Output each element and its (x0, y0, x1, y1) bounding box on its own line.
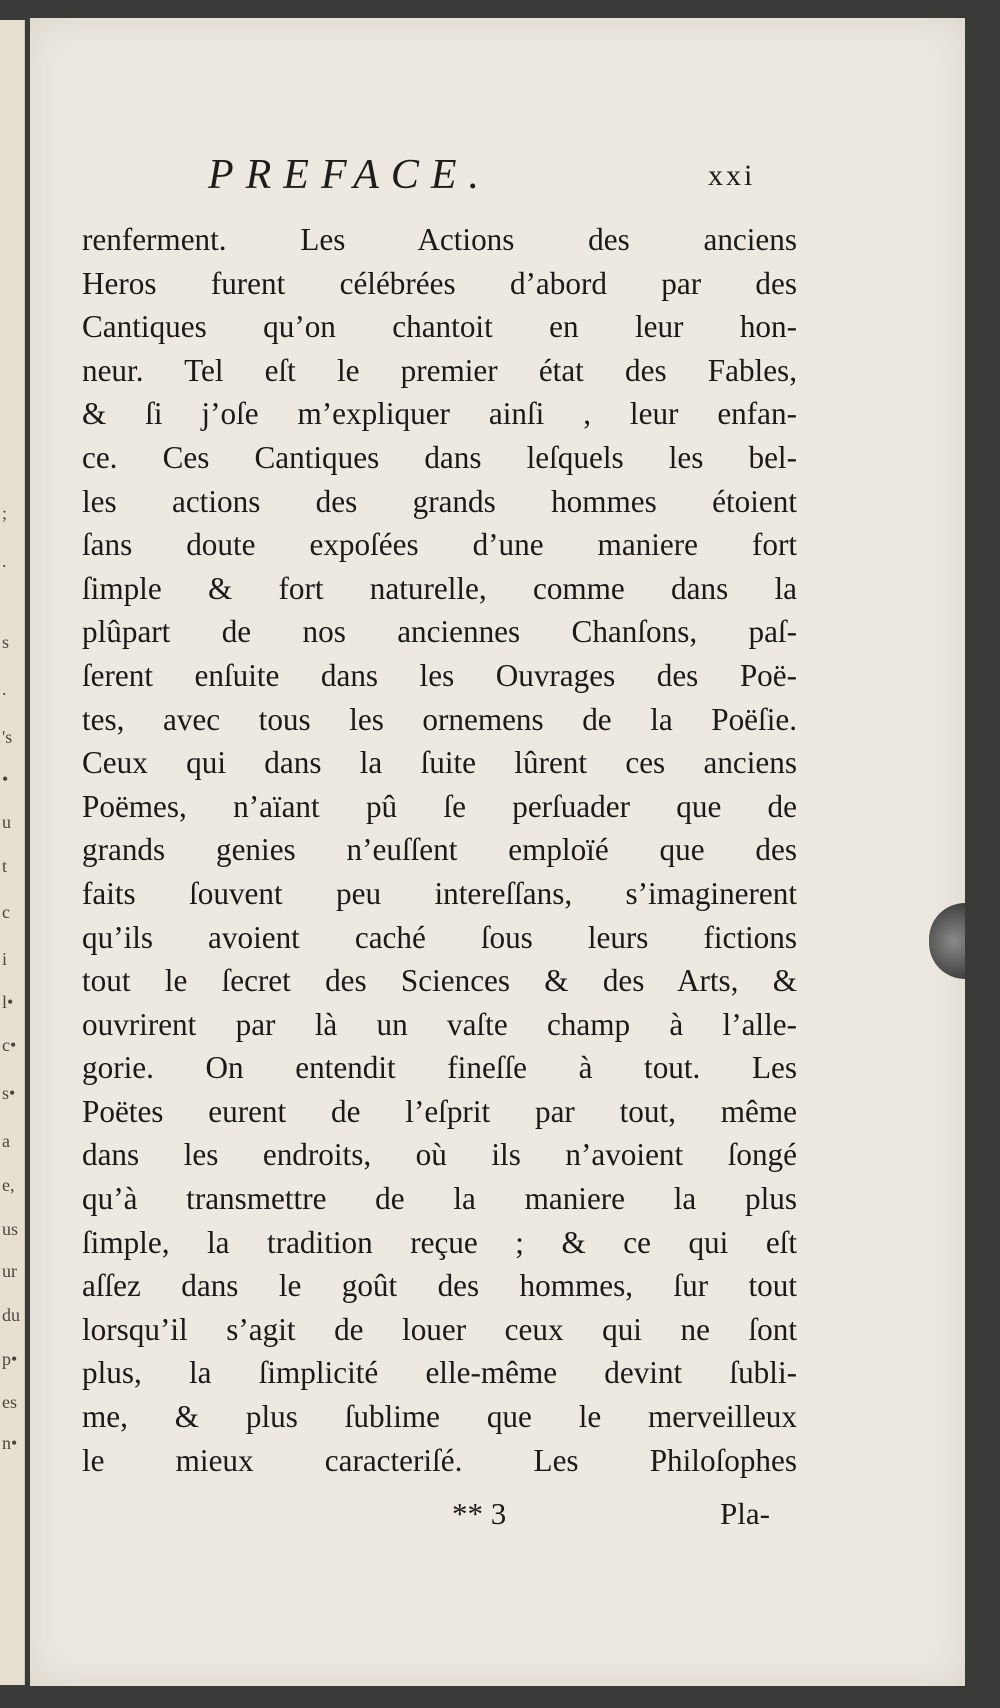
margin-fragment: ; (2, 503, 8, 523)
margin-fragment: s (2, 632, 10, 652)
margin-fragment: e, (2, 1175, 15, 1195)
text-line: le mieux caracteriſé. Les Philoſophes (82, 1442, 797, 1478)
text-line: ouvrirent par là un vaſte champ à l’alle- (82, 1006, 797, 1042)
text-line: ſimple & fort naturelle, comme dans la (82, 570, 797, 606)
text-line: ſans doute expoſées d’une maniere fort (82, 527, 797, 563)
text-line: neur. Tel eſt le premier état des Fables, (82, 352, 797, 388)
page-footer (30, 1496, 965, 1544)
margin-fragment: c• (2, 1035, 17, 1055)
text-line: ſimple, la tradition reçue ; & ce qui eſt (82, 1224, 797, 1260)
margin-fragment: u (2, 812, 11, 832)
margin-fragment: t (2, 856, 8, 876)
margin-fragment: ur (2, 1261, 17, 1281)
text-line: grands genies n’euſſent emploïé que des (82, 832, 797, 868)
margin-fragment: i (2, 949, 8, 969)
text-line: Heros furent célébrées d’abord par des (82, 265, 797, 301)
text-line: plûpart de nos anciennes Chanſons, paſ- (82, 614, 797, 650)
text-line: plus, la ſimplicité elle-même devint ſubli- (82, 1355, 797, 1391)
margin-fragment: a (2, 1131, 10, 1151)
text-line: qu’ils avoient caché ſous leurs fictions (82, 919, 797, 955)
margin-fragment: s• (2, 1083, 16, 1103)
text-line: qu’à transmettre de la maniere la plus (82, 1181, 797, 1217)
margin-fragment: du (2, 1305, 20, 1325)
text-line: faits ſouvent peu intereſſans, s’imaginerent (82, 875, 797, 911)
margin-fragment: • (2, 769, 9, 789)
text-line: gorie. On entendit fineſſe à tout. Les (82, 1050, 797, 1086)
catchword: Pla- (720, 1496, 770, 1531)
text-line: lorsqu’il s’agit de louer ceux qui ne ſont (82, 1311, 797, 1347)
text-line: Poëmes, n’aïant pû ſe perſuader que de (82, 788, 797, 824)
text-line: & ſi j’oſe m’expliquer ainſi , leur enfan- (82, 396, 797, 432)
facing-page-margin-fragments (2, 20, 22, 1685)
text-line: renferment. Les Actions des anciens (82, 222, 797, 257)
margin-fragment: us (2, 1219, 19, 1239)
margin-fragment: p• (2, 1349, 18, 1369)
facing-page-edge (0, 20, 25, 1685)
margin-fragment: es (2, 1392, 17, 1412)
margin-fragment: 's (2, 727, 13, 747)
page-number: xxi (708, 159, 756, 192)
book-page (30, 18, 965, 1686)
margin-fragment: . (2, 551, 7, 571)
text-line: Ceux qui dans la ſuite lûrent ces anciens (82, 745, 797, 781)
running-head: PREFACE. (208, 152, 492, 198)
text-line: aſſez dans le goût des hommes, ſur tout (82, 1268, 797, 1304)
text-line: Poëtes eurent de l’eſprit par tout, même (82, 1093, 797, 1129)
page-header (208, 151, 765, 201)
text-line: dans les endroits, où ils n’avoient ſongé (82, 1137, 797, 1173)
margin-fragment: c (2, 902, 10, 922)
signature-mark: ** 3 (452, 1496, 507, 1531)
text-line: les actions des grands hommes étoient (82, 483, 797, 519)
text-line: ſerent enſuite dans les Ouvrages des Poë- (82, 657, 797, 693)
margin-fragment: l• (2, 992, 14, 1012)
text-line: ce. Ces Cantiques dans leſquels les bel- (82, 439, 797, 475)
page-clip (929, 903, 965, 979)
margin-fragment: n• (2, 1433, 18, 1453)
body-text (82, 218, 797, 1482)
margin-fragment: . (2, 679, 7, 699)
text-line: tes, avec tous les ornemens de la Poëſie. (82, 701, 797, 737)
text-line: me, & plus ſublime que le merveilleux (82, 1399, 797, 1435)
text-line: Cantiques qu’on chantoit en leur hon- (82, 309, 797, 345)
text-line: tout le ſecret des Sciences & des Arts, & (82, 963, 797, 999)
